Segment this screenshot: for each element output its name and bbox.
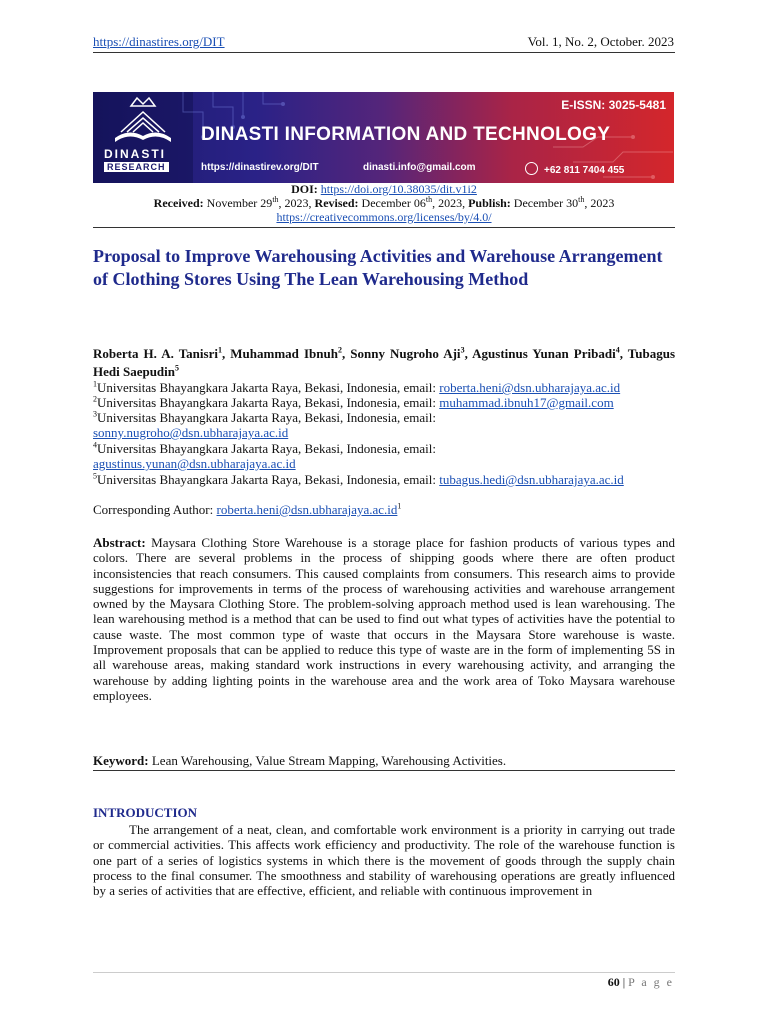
received-date: November 29 bbox=[206, 196, 273, 210]
author-name: Roberta H. A. Tanisri bbox=[93, 346, 218, 361]
journal-url-link[interactable]: https://dinastires.org/DIT bbox=[93, 34, 225, 49]
abstract bbox=[93, 535, 675, 703]
journal-banner bbox=[93, 92, 674, 183]
affiliation-2 bbox=[93, 395, 693, 410]
author-list: Roberta H. A. Tanisri$^1$, Muhammad Ibnuh$^2$, Sonny Nugroho Aji$^3$, Agustinus Yunan Pribadi$^4$, Tubagus Hedi Saepudin$^5$ bbox=[93, 345, 676, 379]
banner-phone-number: +62 811 7404 455 bbox=[544, 165, 625, 176]
affil-email-link[interactable]: agustinus.yunan@dsn.ubharajaya.ac.id bbox=[93, 456, 296, 471]
revised-year: , 2023, bbox=[432, 196, 466, 210]
affiliation-5 bbox=[93, 472, 693, 487]
affiliation-4 bbox=[93, 441, 693, 471]
meta-divider bbox=[93, 227, 675, 228]
affiliation-1 bbox=[93, 380, 693, 395]
author-sup: 1 bbox=[217, 345, 222, 355]
author-name: Muhammad Ibnuh bbox=[230, 346, 338, 361]
received-sup: th bbox=[272, 195, 279, 204]
affil-sup: 4 bbox=[93, 440, 97, 450]
affil-text: Universitas Bhayangkara Jakarta Raya, Bekasi, Indonesia, email: bbox=[97, 380, 440, 395]
banner-site: https://dinastirev.org/DIT bbox=[201, 162, 319, 173]
keyword-text: Lean Warehousing, Value Stream Mapping, Warehousing Activities. bbox=[148, 753, 507, 768]
affiliation-3 bbox=[93, 410, 693, 440]
affil-sup: 5 bbox=[93, 471, 97, 481]
introduction-heading: INTRODUCTION bbox=[93, 805, 198, 820]
corresponding-author bbox=[93, 502, 693, 517]
author-name: Tubagus Hedi Saepudin bbox=[93, 346, 676, 379]
affil-email-link[interactable]: muhammad.ibnuh17@gmail.com bbox=[439, 395, 614, 410]
publish-label: Publish: bbox=[468, 196, 511, 210]
license-line bbox=[93, 210, 675, 225]
keyword-label: Keyword: bbox=[93, 753, 149, 768]
header-divider bbox=[93, 52, 675, 53]
author-sup: 4 bbox=[615, 345, 620, 355]
banner-phone bbox=[525, 162, 624, 176]
publish-year: , 2023 bbox=[584, 196, 615, 210]
author-name: Agustinus Yunan Pribadi bbox=[472, 346, 616, 361]
author-sup: 2 bbox=[337, 345, 342, 355]
affil-email-link[interactable]: sonny.nugroho@dsn.ubharajaya.ac.id bbox=[93, 425, 289, 440]
whatsapp-icon bbox=[525, 162, 538, 175]
corresponding-sup: 1 bbox=[397, 501, 402, 511]
affil-text: Universitas Bhayangkara Jakarta Raya, Bekasi, Indonesia, email: bbox=[97, 410, 436, 425]
publish-date: December 30 bbox=[513, 196, 579, 210]
page-footer bbox=[608, 975, 674, 990]
keywords bbox=[93, 753, 675, 768]
keyword-divider bbox=[93, 770, 675, 771]
banner-issn: E-ISSN: 3025-5481 bbox=[561, 98, 666, 112]
footer-divider bbox=[93, 972, 675, 973]
affil-sup: 1 bbox=[93, 379, 97, 389]
page-label: P a g e bbox=[628, 975, 674, 989]
license-link[interactable]: https://creativecommons.org/licenses/by/4.0/ bbox=[276, 210, 492, 224]
corresponding-email-link[interactable]: roberta.heni@dsn.ubharajaya.ac.id bbox=[216, 502, 398, 517]
doi-line bbox=[93, 182, 675, 197]
introduction-text: The arrangement of a neat, clean, and comfortable work environment is a priority in carrying out trade or commercial activities. This affects work efficiency and productivity. The role of the warehouse function is one part of a series of logistics systems in which there is the movement of goods through the supply chain process to the final consumer. The smoothness and stability of warehousing operations are greatly influenced by a series of activities that are effective, efficient, and reliable with continuous improvement in bbox=[93, 822, 675, 899]
received-label: Received: bbox=[153, 196, 204, 210]
revised-sup: th bbox=[425, 195, 433, 204]
volume-info: Vol. 1, No. 2, October. 2023 bbox=[527, 34, 674, 49]
banner-title: DINASTI INFORMATION AND TECHNOLOGY bbox=[201, 124, 611, 145]
doi-link[interactable]: https://doi.org/10.38035/dit.v1i2 bbox=[320, 182, 477, 196]
logo-dinasti-text: DINASTI bbox=[104, 147, 166, 161]
paper-title: Proposal to Improve Warehousing Activities and Warehouse Arrangement of Clothing Stores Using The Lean Warehousing Method bbox=[93, 246, 663, 289]
affil-email-link[interactable]: tubagus.hedi@dsn.ubharajaya.ac.id bbox=[439, 472, 624, 487]
author-name: Sonny Nugroho Aji bbox=[350, 346, 461, 361]
abstract-text: Maysara Clothing Store Warehouse is a storage place for fashion products of various types and colors. There are several problems in the process of shipping goods where there are often product inconsistencies that reach consumers. This caused complaints from consumers. This research aims to provide suggestions for improvements in terms of the process of warehousing activities and warehouse arrangement owned by the Maysara Clothing Store. The problem-solving approach method used is lean warehousing. The lean warehousing method is a method that can be used to find out what types of activities have the potential to cause waste. The most common type of waste that occurs in the Maysara Store warehouse is waste. Improvement proposals that can be applied to reduce this type of waste are in the form of implementing 5S in all warehouse areas, making standard work instructions in every warehousing activity, and arranging the warehouse by adding lighting points in the warehouse area and the work area of Toko Maysara warehouse employees. bbox=[93, 535, 675, 703]
page-separator: | bbox=[619, 975, 629, 989]
banner-email: dinasti.info@gmail.com bbox=[363, 162, 476, 173]
affil-sup: 2 bbox=[93, 394, 97, 404]
abstract-label: Abstract: bbox=[93, 535, 146, 550]
corresponding-label: Corresponding Author: bbox=[93, 502, 217, 517]
revised-date: December 06 bbox=[361, 196, 426, 210]
affil-sup: 3 bbox=[93, 409, 97, 419]
doi-label: DOI: bbox=[291, 182, 318, 196]
author-sup: 5 bbox=[175, 363, 180, 373]
affil-text: Universitas Bhayangkara Jakarta Raya, Bekasi, Indonesia, email: bbox=[97, 441, 436, 456]
revised-label: Revised: bbox=[314, 196, 359, 210]
affil-text: Universitas Bhayangkara Jakarta Raya, Bekasi, Indonesia, email: bbox=[97, 472, 440, 487]
publish-sup: th bbox=[578, 195, 585, 204]
page-number: 60 bbox=[607, 975, 620, 989]
received-year: , 2023, bbox=[278, 196, 312, 210]
author-sup: 3 bbox=[460, 345, 465, 355]
affil-email-link[interactable]: roberta.heni@dsn.ubharajaya.ac.id bbox=[439, 380, 621, 395]
dates-line bbox=[93, 196, 675, 211]
affil-text: Universitas Bhayangkara Jakarta Raya, Bekasi, Indonesia, email: bbox=[97, 395, 440, 410]
logo-research-text: RESEARCH bbox=[104, 162, 169, 172]
